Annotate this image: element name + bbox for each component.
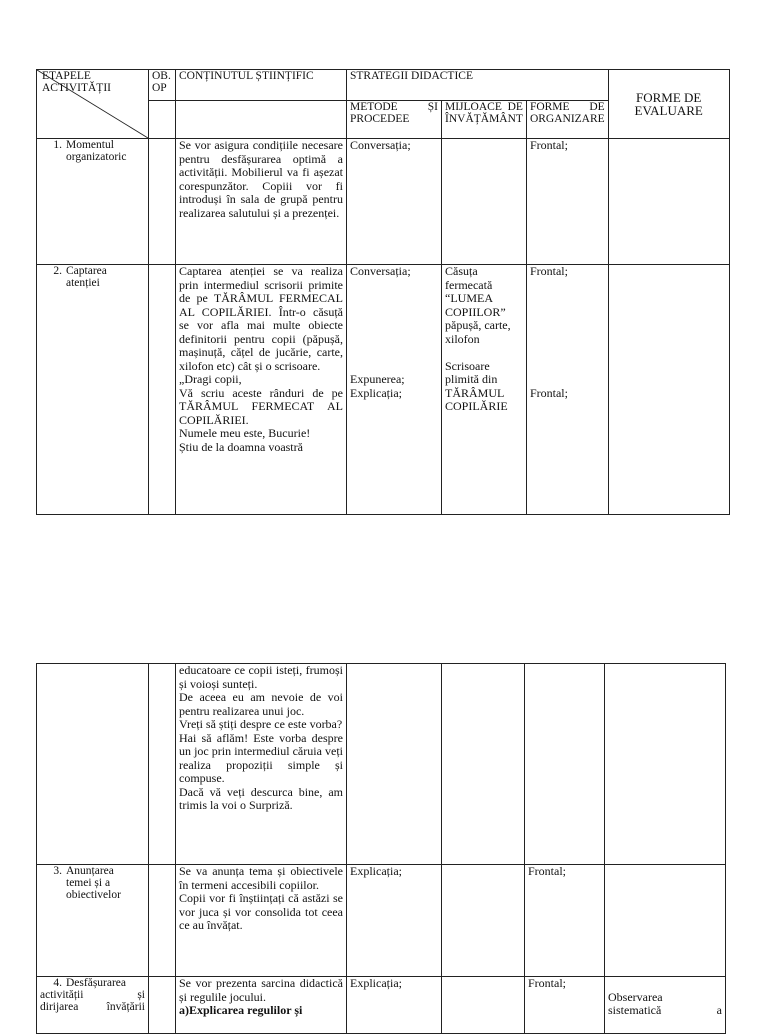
metode-cell: Explicația; bbox=[347, 865, 442, 977]
header-metode-si-procedee: METODE ȘI PROCEDEE bbox=[347, 101, 442, 139]
table-row bbox=[37, 139, 730, 265]
stage-cell bbox=[37, 664, 149, 865]
metode-cell: Conversația; Expunerea; Explicația; bbox=[347, 265, 442, 515]
forme-cell: Frontal; bbox=[526, 139, 608, 265]
header-forme-de-evaluare: FORME DE EVALUARE bbox=[608, 70, 729, 139]
lesson-plan-table-part-2 bbox=[36, 663, 726, 1034]
metode-cell bbox=[347, 664, 442, 865]
mijloace-cell bbox=[442, 865, 525, 977]
ob-cell bbox=[149, 664, 176, 865]
forme-cell: Frontal; bbox=[525, 977, 605, 1034]
header-strategii-didactice: STRATEGII DIDACTICE bbox=[347, 70, 609, 101]
content-cell: educatoare ce copii isteți, frumoși și voioși sunteți. De aceea eu am nevoie de voi pentru realizarea unui joc. Vreți să știți despre ce este vorba? Hai să aflăm! Este vorba despre un joc prin intermediul căruia veți realiza propoziții simple și compuse. Dacă vă veți descurca bine, am trimis la voi o Surpriză. bbox=[176, 664, 347, 865]
mijloace-cell bbox=[442, 977, 525, 1034]
evaluare-cell: Observarea sistematică a bbox=[605, 977, 726, 1034]
evaluare-cell bbox=[608, 265, 729, 515]
table-row bbox=[37, 865, 726, 977]
evaluare-cell bbox=[608, 139, 729, 265]
content-cell: Se va anunța tema și obiectivele în termeni accesibili copiilor. Copii vor fi înștiințați că astăzi se vor juca și vor consolida tot ceea ce au învățat. bbox=[176, 865, 347, 977]
diagonal-line bbox=[37, 70, 148, 138]
ob-cell bbox=[149, 865, 176, 977]
forme-cell bbox=[525, 664, 605, 865]
lesson-plan-table-part-1 bbox=[36, 69, 730, 515]
stage-cell: 1. Momentul organizatoric bbox=[37, 139, 149, 265]
header-continut-empty bbox=[176, 101, 347, 139]
table-row bbox=[37, 664, 726, 865]
ob-cell bbox=[149, 977, 176, 1034]
mijloace-cell: Căsuța fermecată “LUMEA COPIILOR” păpușă, carte, xilofon Scrisoare plimită din TĂRÂMUL COPILĂRIE bbox=[442, 265, 527, 515]
header-forme-de-organizare: FORME DE ORGANIZARE bbox=[526, 101, 608, 139]
content-cell: Captarea atenției se va realiza prin intermediul scrisorii primite de pe TĂRÂMUL FERMECAL AL COPILĂRIEI. Într-o căsuță se vor afla mai multe obiecte definitorii pentru copii (păpușă, mașinuță, cățel de jucărie, carte, xilofon etc) cât și o scrisoare. „Dragi copii, Vă scriu aceste rânduri de pe TĂRÂMUL FERMECAT AL COPILĂRIEI. Numele meu este, Bucurie! Știu de la doamna voastră bbox=[176, 265, 347, 515]
ob-cell bbox=[149, 265, 176, 515]
evaluare-cell bbox=[605, 865, 726, 977]
ob-cell bbox=[149, 139, 176, 265]
stage-cell: 4. Desfășurarea activității și dirijarea învățării bbox=[37, 977, 149, 1034]
forme-cell: Frontal; bbox=[525, 865, 605, 977]
table-row bbox=[37, 977, 726, 1034]
metode-cell: Conversația; bbox=[347, 139, 442, 265]
header-continutul-stiintific: CONȚINUTUL ȘTIINȚIFIC bbox=[176, 70, 347, 101]
forme-cell: Frontal; Frontal; bbox=[526, 265, 608, 515]
stage-cell: 3. Anunțarea temei și a obiectivelor bbox=[37, 865, 149, 977]
content-cell: Se vor prezenta sarcina didactică și regulile jocului. a)Explicarea regulilor și bbox=[176, 977, 347, 1034]
table-row bbox=[37, 265, 730, 515]
mijloace-cell bbox=[442, 139, 527, 265]
header-ob-op: OB. OP bbox=[149, 70, 176, 101]
header-etapele-activitatii: ETAPELE ACTIVITĂȚII bbox=[37, 70, 149, 139]
metode-cell: Explicația; bbox=[347, 977, 442, 1034]
mijloace-cell bbox=[442, 664, 525, 865]
header-ob-empty bbox=[149, 101, 176, 139]
evaluare-cell bbox=[605, 664, 726, 865]
header-mijloace-de-invatamant: MIJLOACE DE ÎNVĂȚĂMÂNT bbox=[442, 101, 527, 139]
content-cell: Se vor asigura condițiile necesare pentru desfășurarea optimă a activității. Mobilierul va fi așezat corespunzător. Copiii vor fi introduși în sala de grupă pentru realizarea salutului și a prezenței. bbox=[176, 139, 347, 265]
stage-cell: 2. Captarea atenției bbox=[37, 265, 149, 515]
